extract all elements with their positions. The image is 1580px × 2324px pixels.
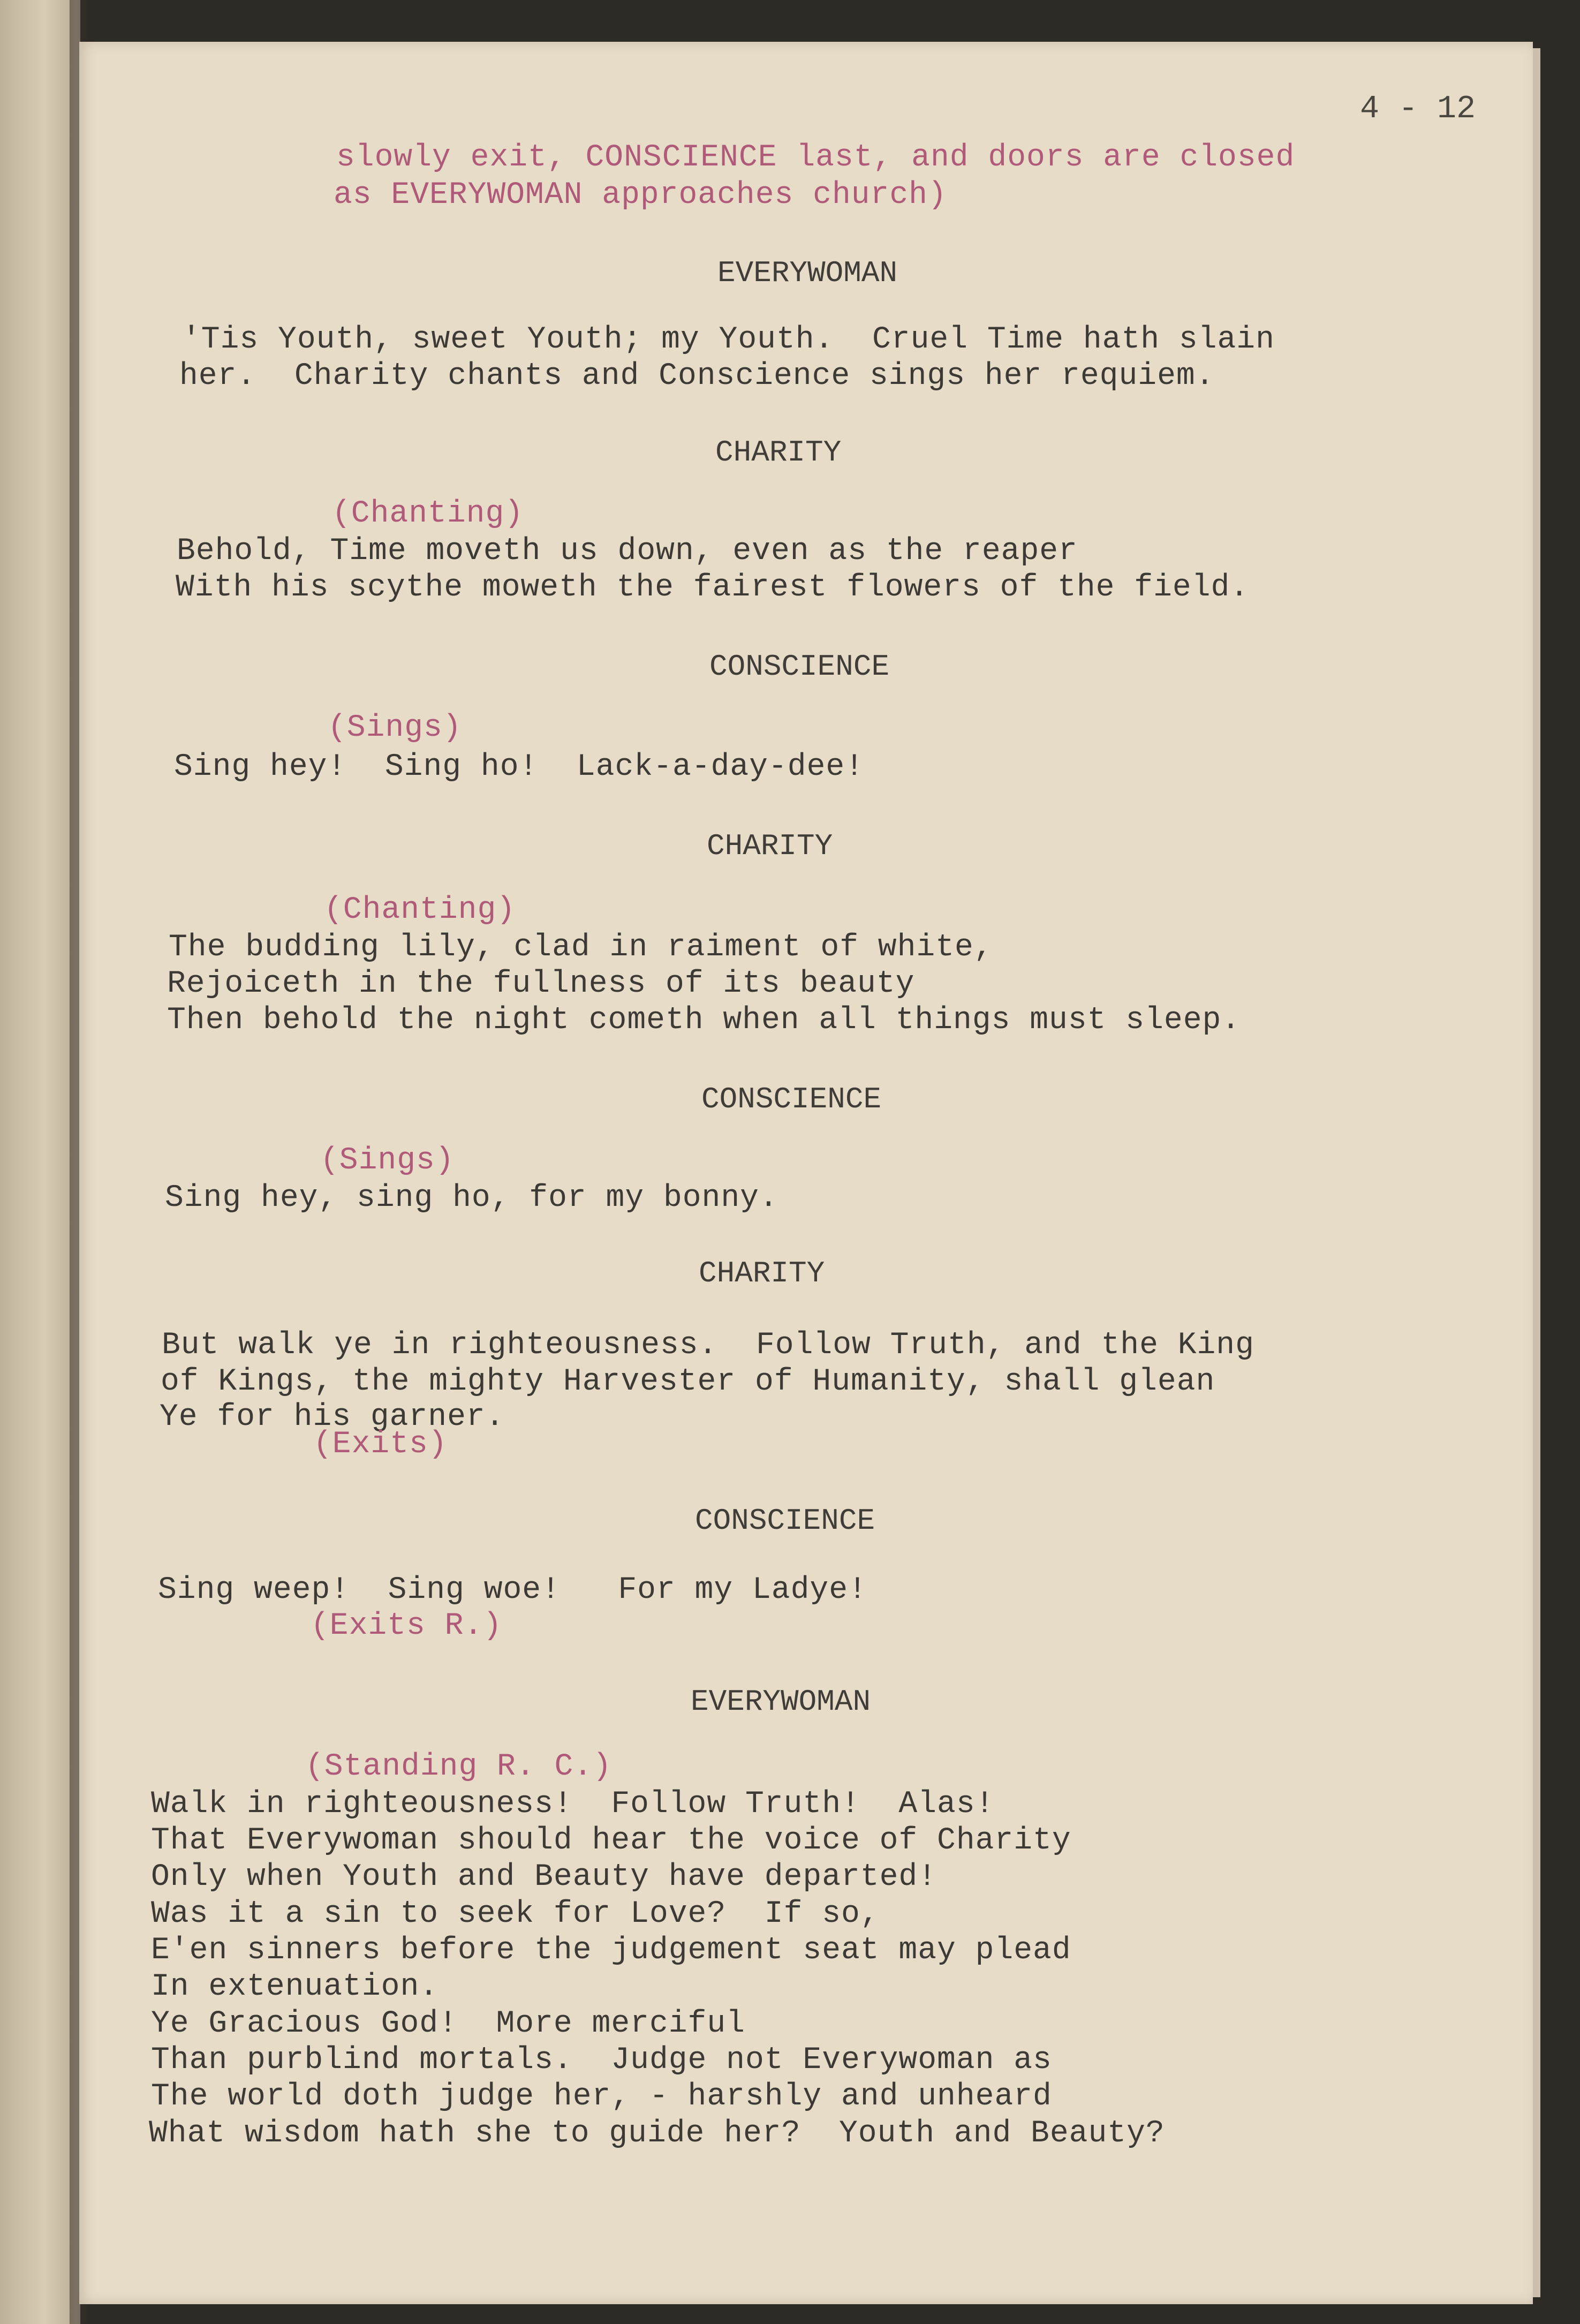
speaker-name: EVERYWOMAN: [717, 256, 898, 290]
speaker-name: CHARITY: [715, 435, 842, 470]
dialogue-line: Ye Gracious God! More merciful: [151, 2006, 745, 2041]
page-number: 4 - 12: [1360, 91, 1476, 127]
speaker-name: CONSCIENCE: [695, 1504, 875, 1538]
stage-direction: (Chanting): [324, 893, 516, 927]
dialogue-line: Sing hey, sing ho, for my bonny.: [165, 1181, 778, 1216]
stage-direction: (Standing R. C.): [305, 1749, 612, 1784]
stage-direction-line: slowly exit, CONSCIENCE last, and doors are closed: [336, 140, 1295, 175]
dialogue-line: What wisdom hath she to guide her? Youth and Beauty?: [149, 2116, 1165, 2151]
dialogue-line: Was it a sin to seek for Love? If so,: [151, 1897, 880, 1931]
stage-direction: (Exits R.): [311, 1609, 503, 1643]
dialogue-line: Walk in righteousness! Follow Truth! Alas!: [151, 1787, 995, 1822]
dialogue-line: Rejoiceth in the fullness of its beauty: [167, 967, 915, 1001]
speaker-name: CONSCIENCE: [709, 650, 890, 684]
dialogue-line: In extenuation.: [151, 1970, 439, 2004]
stage-direction: (Chanting): [332, 496, 524, 531]
dialogue-line: The budding lily, clad in raiment of white,: [169, 930, 993, 965]
stage-direction: (Sings): [328, 711, 462, 745]
stage-direction-line: as EVERYWOMAN approaches church): [334, 178, 947, 213]
dialogue-line: Only when Youth and Beauty have departed!: [151, 1860, 938, 1895]
speaker-name: CHARITY: [707, 829, 833, 863]
speaker-name: CHARITY: [699, 1256, 825, 1291]
dialogue-line: Than purblind mortals. Judge not Everywoman as: [151, 2043, 1052, 2078]
dialogue-line: Behold, Time moveth us down, even as the reaper: [177, 534, 1078, 569]
book-spine: [0, 0, 80, 2324]
dialogue-line: With his scythe moweth the fairest flowers of the field.: [176, 570, 1250, 605]
dialogue-line: her. Charity chants and Conscience sings her requiem.: [179, 359, 1215, 394]
stage-direction: (Sings): [320, 1143, 455, 1178]
dialogue-line: 'Tis Youth, sweet Youth; my Youth. Cruel Time hath slain: [182, 322, 1275, 357]
page-edge: [1533, 48, 1540, 2297]
dialogue-line: That Everywoman should hear the voice of Charity: [151, 1823, 1071, 1858]
stage-direction: (Exits): [313, 1427, 448, 1462]
dialogue-line: But walk ye in righteousness. Follow Truth, and the King: [162, 1328, 1254, 1363]
dialogue-line: Sing weep! Sing woe! For my Ladye!: [158, 1573, 867, 1608]
speaker-name: CONSCIENCE: [701, 1082, 882, 1116]
speaker-name: EVERYWOMAN: [691, 1685, 871, 1719]
dialogue-line: Ye for his garner.: [160, 1400, 505, 1435]
dialogue-line: Sing hey! Sing ho! Lack-a-day-dee!: [174, 750, 865, 784]
dialogue-line: E'en sinners before the judgement seat may plead: [151, 1933, 1071, 1968]
dialogue-line: The world doth judge her, - harshly and unheard: [151, 2079, 1052, 2114]
dialogue-line: of Kings, the mighty Harvester of Humanity, shall glean: [161, 1364, 1215, 1399]
dialogue-line: Then behold the night cometh when all things must sleep.: [167, 1003, 1241, 1038]
